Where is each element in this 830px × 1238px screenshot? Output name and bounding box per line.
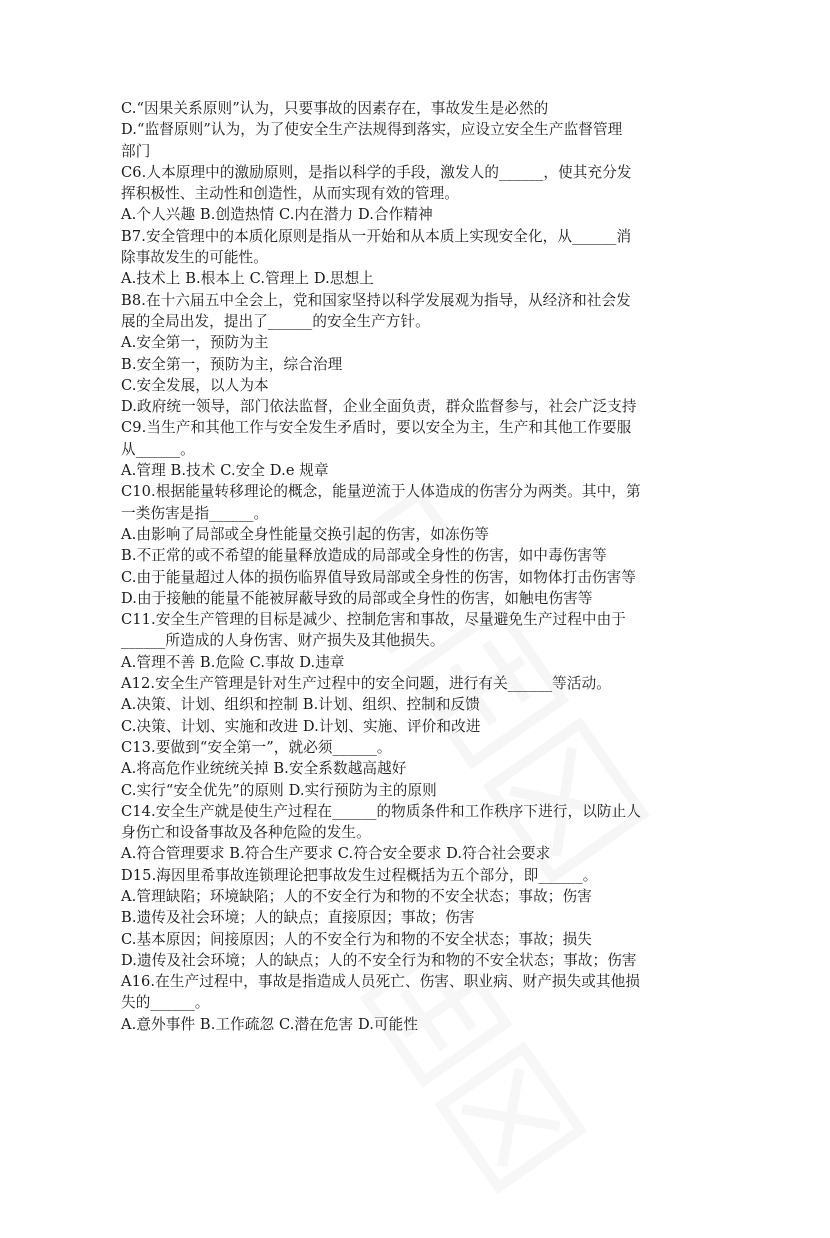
text-line: C.决策、计划、实施和改进 D.计划、实施、评价和改进 xyxy=(121,717,481,735)
text-line: A.将高危作业统统关掉 B.安全系数越高越好 xyxy=(121,760,407,778)
text-line: C9.当生产和其他工作与安全发生矛盾时，要以安全为主，生产和其他工作要服 xyxy=(121,419,632,437)
text-line: 除事故发生的可能性。 xyxy=(121,249,268,267)
text-line: C.由于能量超过人体的损伤临界值导致局部或全身性的伤害，如物体打击伤害等 xyxy=(121,568,637,586)
text-line: A12.安全生产管理是针对生产过程中的安全问题，进行有关______等活动。 xyxy=(121,675,611,693)
text-line: 从______。 xyxy=(121,440,195,458)
text-line: B7.安全管理中的本质化原则是指从一开始和从本质上实现安全化，从______消 xyxy=(121,227,632,245)
text-line: A.管理不善 B.危险 C.事故 D.违章 xyxy=(121,653,345,671)
text-line: A.技术上 B.根本上 C.管理上 D.思想上 xyxy=(121,270,374,288)
text-line: 一类伤害是指______。 xyxy=(121,504,269,522)
text-line: C.实行“安全优先”的原则 D.实行预防为主的原则 xyxy=(121,781,437,799)
text-line: C.基本原因；间接原因；人的不安全行为和物的不安全状态；事故；损失 xyxy=(121,930,592,948)
text-line: A.意外事件 B.工作疏忽 C.潜在危害 D.可能性 xyxy=(121,1015,419,1033)
text-line: C6.人本原理中的激励原则，是指以科学的手段，激发人的______，使其充分发 xyxy=(121,163,632,181)
text-line: B.安全第一，预防为主，综合治理 xyxy=(121,355,343,373)
text-line: C10.根据能量转移理论的概念，能量逆流于人体造成的伤害分为两类。其中，第 xyxy=(121,483,641,501)
text-line: A.安全第一，预防为主 xyxy=(121,334,269,352)
text-line: C14.安全生产就是使生产过程在______的物质条件和工作秩序下进行，以防止人 xyxy=(121,802,641,820)
text-line: A.个人兴趣 B.创造热情 C.内在潜力 D.合作精神 xyxy=(121,206,433,224)
text-line: D15.海因里希事故连锁理论把事故发生过程概括为五个部分，即______。 xyxy=(121,866,598,884)
text-line: A.由影响了局部或全身性能量交换引起的伤害，如冻伤等 xyxy=(121,525,490,543)
text-line: D.遗传及社会环境；人的缺点；人的不安全行为和物的不安全状态；事故；伤害 xyxy=(121,951,637,969)
text-line: A.决策、计划、组织和控制 B.计划、组织、控制和反馈 xyxy=(121,696,480,714)
text-line: 挥积极性、主动性和创造性，从而实现有效的管理。 xyxy=(121,185,459,203)
text-line: A16.在生产过程中，事故是指造成人员死亡、伤害、职业病、财产损失或其他损 xyxy=(121,973,641,991)
text-line: D.“监督原则”认为，为了使安全生产法规得到落实，应设立安全生产监督管理 xyxy=(121,121,623,139)
text-line: D.由于接触的能量不能被屏蔽导致的局部或全身性的伤害，如触电伤害等 xyxy=(121,589,593,607)
text-line: C11.安全生产管理的目标是减少、控制危害和事故，尽量避免生产过程中由于 xyxy=(121,611,626,629)
text-line: B.遗传及社会环境；人的缺点；直接原因；事故；伤害 xyxy=(121,909,475,927)
question-text-block xyxy=(121,98,711,1035)
text-line: B8.在十六届五中全会上，党和国家坚持以科学发展观为指导，从经济和社会发 xyxy=(121,291,631,309)
text-line: A.管理缺陷；环境缺陷；人的不安全行为和物的不安全状态；事故；伤害 xyxy=(121,887,592,905)
text-line: 展的全局出发，提出了______的安全生产方针。 xyxy=(121,312,430,330)
text-line: C13.要做到“安全第一”，就必须______。 xyxy=(121,738,392,756)
text-line: ______所造成的人身伤害、财产损失及其他损失。 xyxy=(121,632,445,650)
text-line: A.管理 B.技术 C.安全 D.e 规章 xyxy=(121,462,329,480)
text-line: 失的______。 xyxy=(121,994,210,1012)
text-line: 身伤亡和设备事故及各种危险的发生。 xyxy=(121,824,371,842)
text-line: C.“因果关系原则”认为，只要事故的因素存在，事故发生是必然的 xyxy=(121,100,549,117)
text-line: 部门 xyxy=(121,142,151,160)
text-line: B.不正常的或不希望的能量释放造成的局部或全身性的伤害，如中毒伤害等 xyxy=(121,547,607,565)
text-line: C.安全发展，以人为本 xyxy=(121,376,269,394)
text-line: D.政府统一领导，部门依法监督，企业全面负责，群众监督参与，社会广泛支持 xyxy=(121,398,637,416)
text-line: A.符合管理要求 B.符合生产要求 C.符合安全要求 D.符合社会要求 xyxy=(121,845,551,863)
